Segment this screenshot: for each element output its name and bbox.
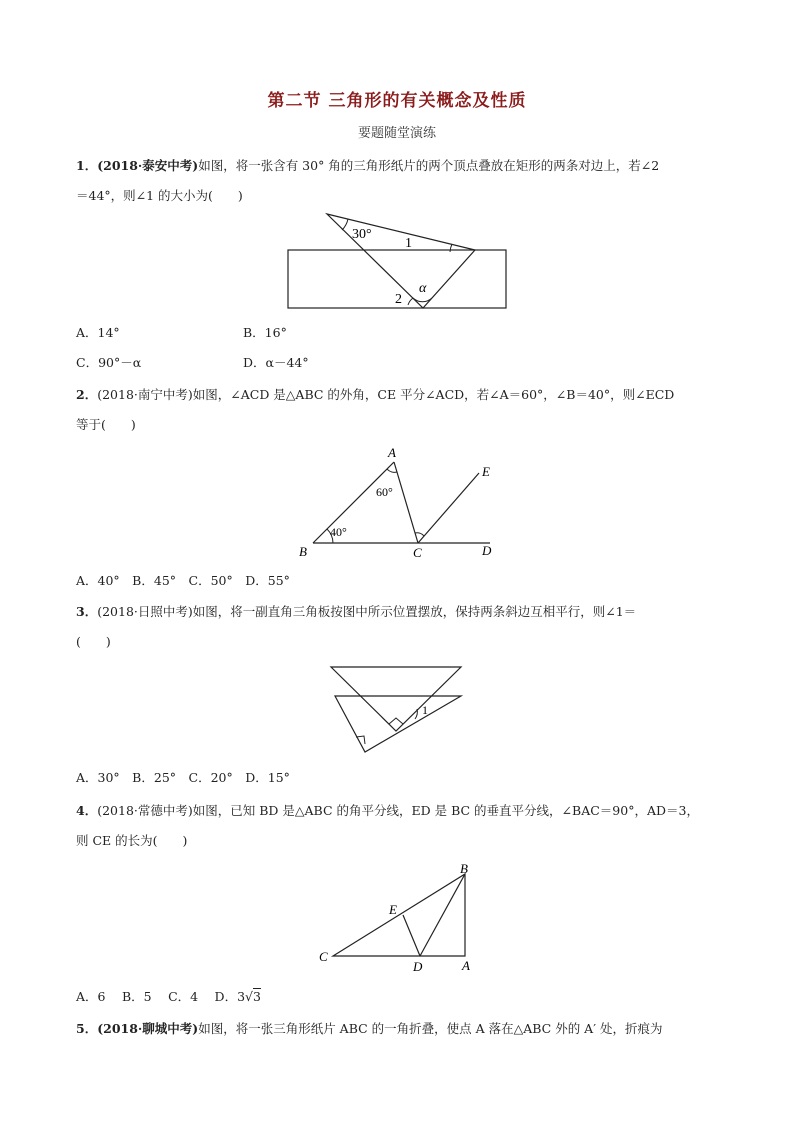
q2-label-c: C [413,545,422,560]
q4-triangle-abc [333,874,465,956]
q5-number: 5． [76,1021,98,1036]
q1-option-b[interactable]: B．16° [243,325,287,340]
q4-label-b: B [460,861,468,876]
q5-text-1: 如图，将一张三角形纸片 ABC 的一角折叠，使点 A 落在△ABC 外的 A′ 处，折痕为 [198,1021,663,1036]
q1-arc-30 [342,219,348,230]
q1-source: (2018·泰安中考) [97,158,199,173]
q5-source: (2018·聊城中考) [97,1021,199,1036]
q3-label-1: 1 [422,703,428,717]
q2-options[interactable]: A．40° B．45° C．50° D．55° [76,573,290,588]
q2-number: 2． [76,387,98,402]
q1-label-30: 30° [352,227,372,242]
q2-figure [296,440,506,565]
q2-label-60: 60° [376,485,393,499]
q1-figure [280,210,520,315]
q4-label-d: D [413,959,423,974]
q1-label-2: 2 [395,292,402,307]
q1-label-1: 1 [405,236,412,251]
q2-label-d: D [482,543,492,558]
q4-source: (2018·常德中考) [97,803,193,818]
q2-label-b: B [299,544,307,559]
q4-text-2: 则 CE 的长为( ) [76,833,188,848]
q3-figure [318,660,468,760]
q4-label-c: C [319,949,328,964]
q3-line1 [76,604,636,620]
q3-right-angle-top [389,718,403,724]
q4-options[interactable] [76,989,261,1005]
q4-label-a: A [462,958,470,973]
q1-arc-2 [408,298,413,305]
q4-options-text: A．6 B．5 C．4 D．3 [76,989,246,1004]
q3-options[interactable]: A．30° B．25° C．20° D．15° [76,770,290,785]
q2-line-ba [313,462,394,543]
q1-label-alpha: α [419,281,427,296]
q2-text-2: 等于( ) [76,417,136,432]
q4-line-ed [403,915,420,956]
q4-text-1: 如图，已知 BD 是△ABC 的角平分线，ED 是 BC 的垂直平分线，∠BAC＝90°，AD＝3， [192,803,699,818]
q3-text-2: ( ) [76,634,111,649]
q1-option-c[interactable]: C．90°－α [76,355,142,370]
q1-text-2: ＝44°，则∠1 的大小为( ) [76,188,243,203]
q2-label-e: E [482,464,490,479]
q3-triangle-bottom [335,696,461,752]
q3-source: (2018·日照中考) [97,604,193,619]
section-subtitle: 要题随堂演练 [357,126,436,141]
page-title: 第二节 三角形的有关概念及性质 [267,91,527,111]
q2-label-a: A [388,445,396,460]
q2-text-1: 如图，∠ACD 是△ABC 的外角，CE 平分∠ACD，若∠A＝60°，∠B＝40°，则∠ECD [192,387,675,402]
q1-text-1: 如图，将一张含有 30° 角的三角形纸片的两个顶点叠放在矩形的两条对边上，若∠2 [198,158,660,173]
q2-label-40: 40° [330,525,347,539]
q4-radicand: 3 [253,989,261,1004]
q4-line1 [76,803,699,819]
q2-line1 [76,387,674,403]
q2-line-ce [418,473,479,543]
q1-option-d[interactable]: D．α－44° [243,355,309,370]
q4-line-bd [420,874,465,956]
q3-triangle-top [331,667,461,731]
q2-source: (2018·南宁中考) [97,387,193,402]
q3-text-1: 如图，将一副直角三角板按图中所示位置摆放，保持两条斜边互相平行，则∠1＝ [192,604,637,619]
sqrt-icon: √ [245,989,253,1004]
q4-figure [314,860,484,975]
q4-number: 4． [76,803,98,818]
q1-arc-1 [450,244,452,252]
q2-arc-a [387,469,397,472]
q1-number: 1． [76,158,98,173]
q4-label-e: E [389,902,397,917]
q1-line1 [76,158,659,174]
q5-line1 [76,1021,663,1037]
q2-line-ac [394,462,418,543]
q1-option-a[interactable]: A．14° [76,325,120,340]
q3-number: 3． [76,604,98,619]
